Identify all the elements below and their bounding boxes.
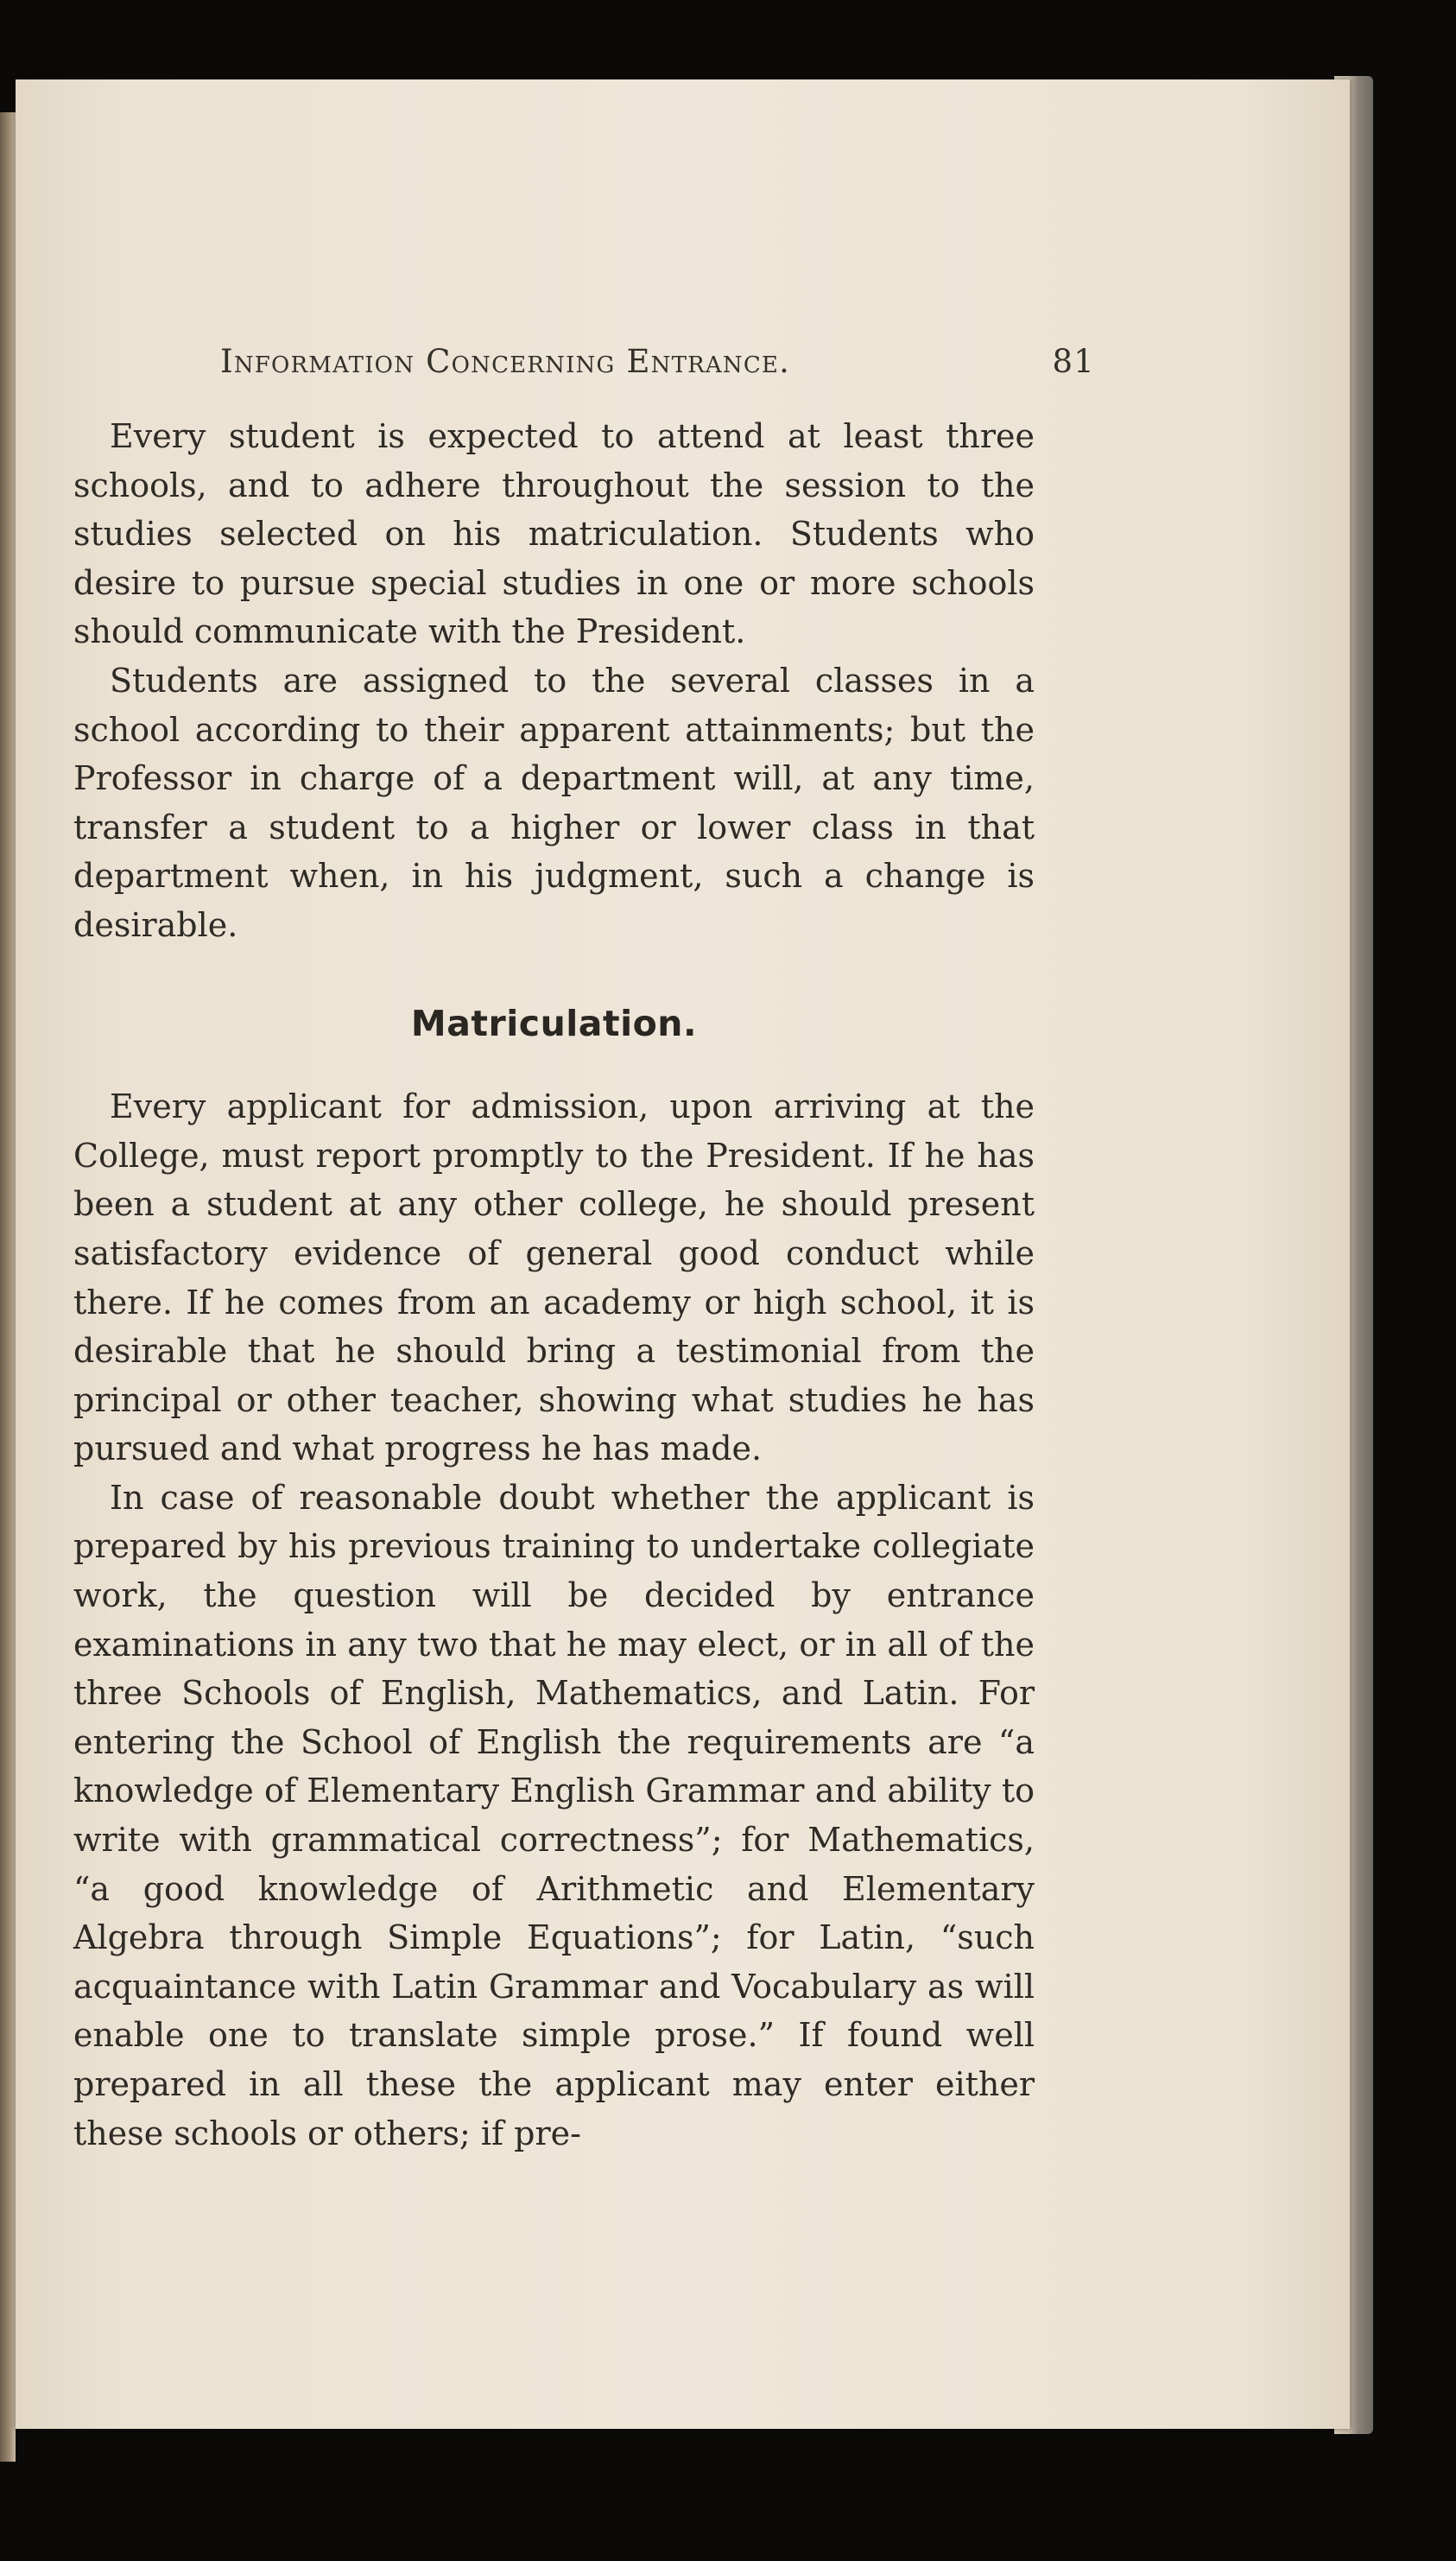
paragraph-class-assignment: Students are assigned to the several classes in a school according to their apparent attainments; but the Professor in charge of a department will, at any time, transfer a student to a higher or lower class in that department when, in his judgment, such a change is desirable. bbox=[73, 661, 1035, 944]
book-page bbox=[16, 79, 1350, 2429]
body-text bbox=[73, 412, 1035, 2158]
page-number: 81 bbox=[1052, 343, 1095, 380]
paragraph-attendance: Every student is expected to attend at least three schools, and to adhere throughout the session to the studies selected on his matriculation. Students who desire to pursue special studies in one or more schools should communicate with the President. bbox=[73, 417, 1035, 651]
facing-page-edge bbox=[0, 112, 16, 2462]
paragraph-entrance-examinations: In case of reasonable doubt whether the applicant is prepared by his previous training to undertake collegiate work, the question will be decided by entrance examinations in any two that he may elect, or in all of the three Schools of English, Mathematics, and Latin. For entering the School of English the requirements are “a knowledge of Elementary English Grammar and ability to write with grammatical correctness”; for Mathematics, “a good knowledge of Arithmetic and Elementary Algebra through Simple Equations”; for Latin, “such acquaintance with Latin Grammar and Vocabulary as will enable one to translate simple prose.” If found well prepared in all these the applicant may enter either these schools or others; if pre- bbox=[73, 1478, 1035, 2152]
running-head bbox=[220, 343, 1095, 380]
paragraph-admission: Every applicant for admission, upon arriving at the College, must report promptly to the President. If he has been a student at any other college, he should present satisfactory evidence of general good conduct while there. If he comes from an academy or high school, it is desirable that he should bring a testimonial from the principal or other teacher, showing what studies he has pursued and what progress he has made. bbox=[73, 1087, 1035, 1468]
section-heading-matriculation: Matriculation. bbox=[410, 1002, 698, 1044]
running-head-title: Information Concerning Entrance. bbox=[220, 343, 791, 380]
